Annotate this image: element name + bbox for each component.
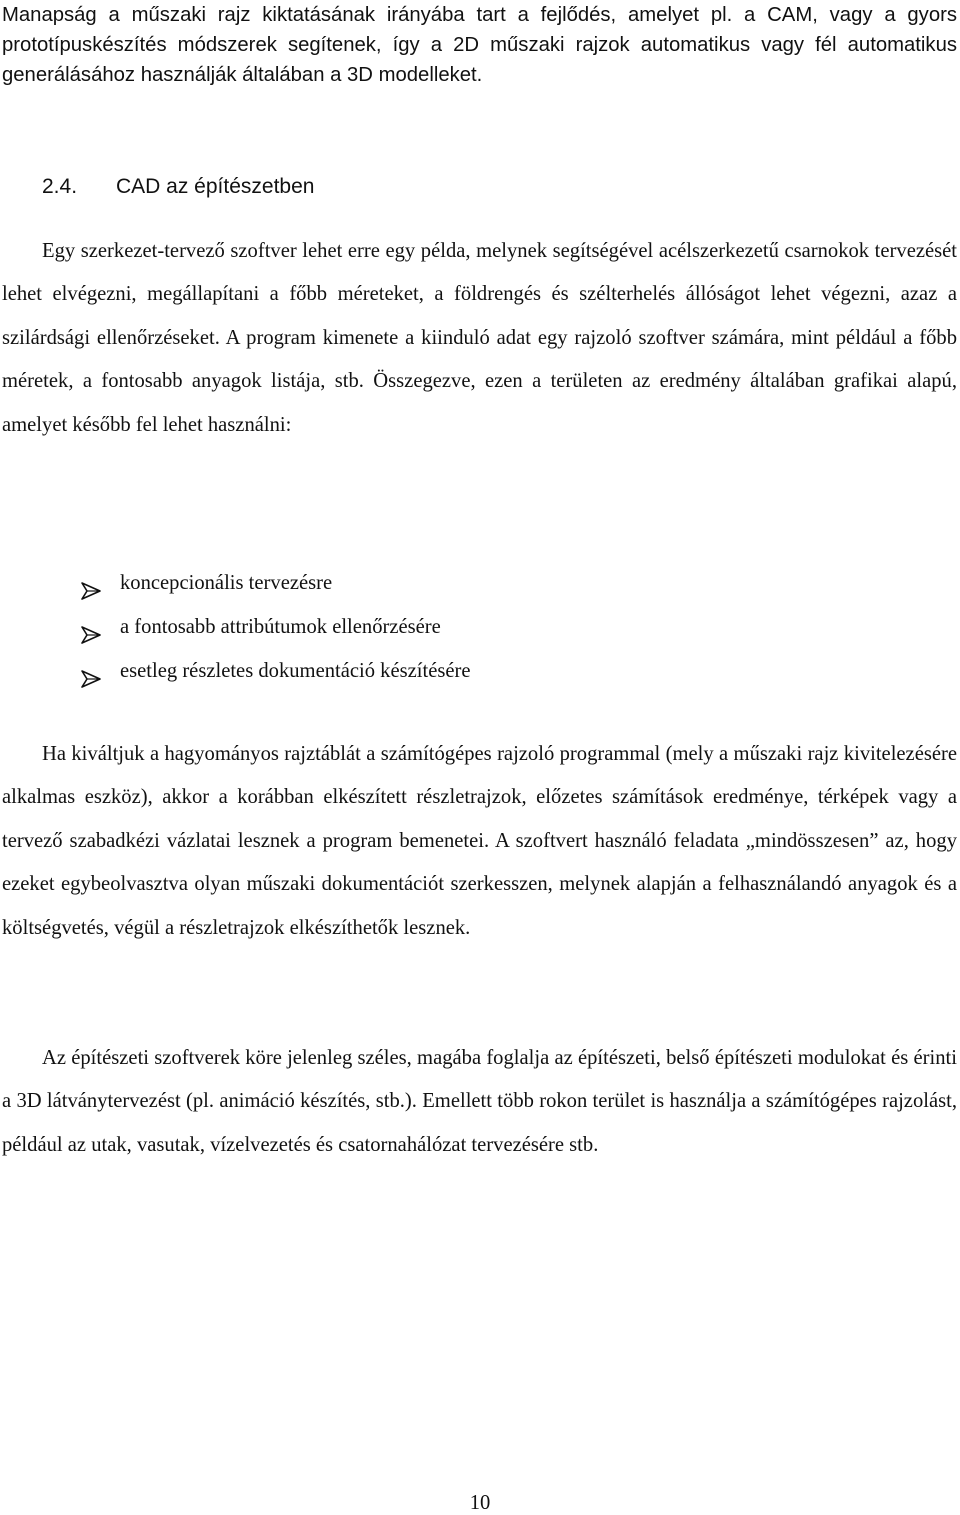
arrowhead-bullet-icon xyxy=(80,661,120,681)
list-item xyxy=(80,605,471,649)
bullet-text: a fontosabb attribútumok ellenőrzésére xyxy=(120,616,441,638)
list-item xyxy=(80,649,471,693)
list-item xyxy=(80,561,471,605)
section-number: 2.4. xyxy=(42,175,78,198)
bullet-list xyxy=(80,561,471,693)
section-title: CAD az építészetben xyxy=(116,175,315,198)
body-paragraph-3: Az építészeti szoftverek köre jelenleg széles, magába foglalja az építészeti, belső építészeti modulokat és érinti a 3D látványtervezést (pl. animáció készítés, stb.). Emellett több rokon terület is használja a számítógépes rajzolást, például az utak, vasutak, vízelvezetés és csatornahálózat tervezésére stb. xyxy=(2,1047,957,1156)
bullet-text: esetleg részletes dokumentáció készítésére xyxy=(120,660,471,682)
arrowhead-bullet-icon xyxy=(80,573,120,593)
bullet-text: koncepcionális tervezésre xyxy=(120,572,333,594)
page-number: 10 xyxy=(469,1492,491,1514)
body-paragraph-1: Egy szerkezet-tervező szoftver lehet erre egy példa, melynek segítségével acélszerkezetű csarnokok tervezését lehet elvégezni, megállapítani a főbb méreteket, a földrengés és szélterhelés állóságot lehet végezni, azaz a szilárdsági ellenőrzéseket. A program kimenete a kiinduló adat egy rajzoló szoftver számára, mint például a főbb méretek, a fontosabb anyagok listája, stb. Összegezve, ezen a területen az eredmény általában grafikai alapú, amelyet később fel lehet használni: xyxy=(2,240,957,436)
arrowhead-bullet-icon xyxy=(80,617,120,637)
intro-paragraph: Manapság a műszaki rajz kiktatásának irányába tart a fejlődés, amelyet pl. a CAM, vagy a gyors prototípuskészítés módszerek segítenek, így a 2D műszaki rajzok automatikus vagy fél automatikus generálásához használják általában a 3D modelleket. xyxy=(2,4,957,86)
body-paragraph-2: Ha kiváltjuk a hagyományos rajztáblát a számítógépes rajzoló programmal (mely a műszaki rajz kivitelezésére alkalmas eszköz), akkor a korábban elkészített részletrajzok, előzetes számítások eredménye, térképek vagy a tervező szabadkézi vázlatai lesznek a program bemenetei. A szoftvert használó feladata „mindösszesen” az, hogy ezeket egybeolvasztva olyan műszaki dokumentációt szerkesszen, melynek alapján a felhasználandó anyagok és a költségvetés, végül a részletrajzok elkészíthetők lesznek. xyxy=(2,743,957,939)
section-heading xyxy=(42,172,314,202)
